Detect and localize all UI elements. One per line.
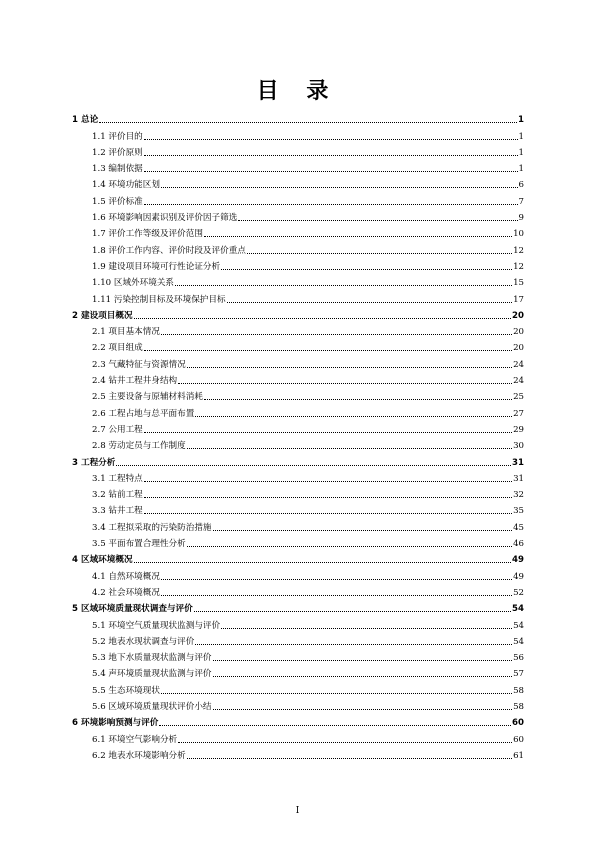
toc-entry-title: 6.1 环境空气影响分析 bbox=[92, 734, 178, 745]
dot-leader bbox=[238, 220, 517, 221]
toc-section-entry[interactable] bbox=[72, 565, 524, 581]
toc-entry-title: 1.2 评价原则 bbox=[92, 147, 143, 158]
dot-leader bbox=[134, 318, 511, 319]
toc-section-entry[interactable] bbox=[72, 174, 524, 190]
toc-section-entry[interactable] bbox=[72, 582, 524, 598]
toc-entry-page: 30 bbox=[513, 441, 524, 452]
toc-entry-title: 1.10 区域外环境关系 bbox=[92, 278, 175, 289]
dot-leader bbox=[144, 432, 512, 433]
toc-entry-page: 54 bbox=[513, 620, 524, 631]
toc-entry-page: 7 bbox=[518, 196, 524, 207]
toc-entry-title: 4.1 自然环境概况 bbox=[92, 571, 160, 582]
toc-entry-title: 2.7 公用工程 bbox=[92, 424, 143, 435]
dot-leader bbox=[204, 399, 512, 400]
toc-entry-page: 49 bbox=[512, 555, 524, 566]
toc-entry-page: 1 bbox=[518, 115, 524, 126]
dot-leader bbox=[213, 530, 513, 531]
table-of-contents bbox=[72, 109, 524, 761]
dot-leader bbox=[213, 709, 513, 710]
toc-section-entry[interactable] bbox=[72, 614, 524, 630]
toc-section-entry[interactable] bbox=[72, 468, 524, 484]
toc-entry-page: 52 bbox=[513, 587, 524, 598]
toc-entry-title: 1.7 评价工作等级及评价范围 bbox=[92, 229, 203, 240]
toc-entry-page: 27 bbox=[513, 408, 524, 419]
toc-section-entry[interactable] bbox=[72, 647, 524, 663]
toc-entry-title: 6.2 地表水环境影响分析 bbox=[92, 750, 186, 761]
toc-section-entry[interactable] bbox=[72, 370, 524, 386]
toc-entry-page: 31 bbox=[513, 473, 524, 484]
toc-entry-title: 1.3 编制依据 bbox=[92, 164, 143, 175]
toc-entry-page: 57 bbox=[513, 669, 524, 680]
dot-leader bbox=[247, 253, 512, 254]
page-number: I bbox=[295, 806, 300, 816]
toc-entry-title: 4 区域环境概况 bbox=[72, 555, 133, 566]
toc-entry-title: 3.3 钻井工程 bbox=[92, 506, 143, 517]
toc-section-entry[interactable] bbox=[72, 435, 524, 451]
toc-entry-title: 2.8 劳动定员与工作制度 bbox=[92, 441, 186, 452]
toc-entry-title: 4.2 社会环境概况 bbox=[92, 587, 160, 598]
toc-section-entry[interactable] bbox=[72, 256, 524, 272]
toc-chapter-entry[interactable] bbox=[72, 712, 524, 728]
toc-section-entry[interactable] bbox=[72, 533, 524, 549]
toc-chapter-entry[interactable] bbox=[72, 549, 524, 565]
dot-leader bbox=[134, 562, 511, 563]
toc-section-entry[interactable] bbox=[72, 679, 524, 695]
toc-entry-page: 1 bbox=[518, 147, 524, 158]
dot-leader bbox=[144, 481, 512, 482]
toc-entry-page: 10 bbox=[513, 229, 524, 240]
toc-entry-title: 2.6 工程占地与总平面布置 bbox=[92, 408, 195, 419]
dot-leader bbox=[161, 595, 512, 596]
dot-leader bbox=[213, 676, 513, 677]
toc-entry-title: 1.11 污染控制目标及环境保护目标 bbox=[92, 294, 226, 305]
toc-entry-title: 6 环境影响预测与评价 bbox=[72, 718, 159, 729]
toc-entry-page: 60 bbox=[513, 734, 524, 745]
dot-leader bbox=[194, 611, 511, 612]
toc-entry-title: 2.2 项目组成 bbox=[92, 343, 143, 354]
toc-entry-title: 5.5 生态环境现状 bbox=[92, 685, 160, 696]
toc-section-entry[interactable] bbox=[72, 631, 524, 647]
toc-entry-page: 45 bbox=[513, 522, 524, 533]
toc-section-entry[interactable] bbox=[72, 484, 524, 500]
toc-entry-page: 20 bbox=[513, 343, 524, 354]
toc-section-entry[interactable] bbox=[72, 728, 524, 744]
dot-leader bbox=[175, 285, 512, 286]
dot-leader bbox=[221, 628, 512, 629]
toc-section-entry[interactable] bbox=[72, 142, 524, 158]
dot-leader bbox=[187, 367, 512, 368]
dot-leader bbox=[144, 497, 512, 498]
toc-entry-title: 2.1 项目基本情况 bbox=[92, 327, 160, 338]
toc-entry-title: 3.2 钻前工程 bbox=[92, 490, 143, 501]
toc-entry-title: 5.1 环境空气质量现状监测与评价 bbox=[92, 620, 221, 631]
toc-section-entry[interactable] bbox=[72, 158, 524, 174]
toc-section-entry[interactable] bbox=[72, 745, 524, 761]
toc-section-entry[interactable] bbox=[72, 321, 524, 337]
toc-entry-title: 1.6 环境影响因素识别及评价因子筛选 bbox=[92, 213, 238, 224]
dot-leader bbox=[178, 742, 512, 743]
toc-section-entry[interactable] bbox=[72, 288, 524, 304]
toc-entry-page: 58 bbox=[513, 685, 524, 696]
toc-section-entry[interactable] bbox=[72, 223, 524, 239]
toc-section-entry[interactable] bbox=[72, 419, 524, 435]
toc-entry-page: 24 bbox=[513, 376, 524, 387]
toc-entry-title: 1.9 建设项目环境可行性论证分析 bbox=[92, 261, 221, 272]
toc-entry-title: 1.1 评价目的 bbox=[92, 131, 143, 142]
toc-section-entry[interactable] bbox=[72, 190, 524, 206]
toc-entry-page: 15 bbox=[513, 278, 524, 289]
toc-section-entry[interactable] bbox=[72, 353, 524, 369]
toc-entry-page: 12 bbox=[513, 245, 524, 256]
toc-entry-title: 2 建设项目概况 bbox=[72, 310, 133, 321]
toc-section-entry[interactable] bbox=[72, 272, 524, 288]
toc-section-entry[interactable] bbox=[72, 386, 524, 402]
toc-entry-page: 17 bbox=[513, 294, 524, 305]
toc-section-entry[interactable] bbox=[72, 239, 524, 255]
toc-entry-page: 61 bbox=[513, 750, 524, 761]
toc-entry-page: 12 bbox=[513, 261, 524, 272]
toc-entry-page: 31 bbox=[512, 457, 524, 468]
dot-leader bbox=[187, 758, 512, 759]
toc-section-entry[interactable] bbox=[72, 337, 524, 353]
dot-leader bbox=[161, 334, 512, 335]
toc-entry-page: 32 bbox=[513, 490, 524, 501]
dot-leader bbox=[144, 139, 518, 140]
toc-entry-page: 49 bbox=[513, 571, 524, 582]
dot-leader bbox=[221, 269, 512, 270]
dot-leader bbox=[144, 513, 512, 514]
toc-entry-page: 58 bbox=[513, 701, 524, 712]
toc-entry-title: 2.5 主要设备与原辅材料消耗 bbox=[92, 392, 203, 403]
dot-leader bbox=[144, 171, 518, 172]
toc-entry-page: 35 bbox=[513, 506, 524, 517]
dot-leader bbox=[99, 122, 517, 123]
toc-entry-page: 6 bbox=[518, 180, 524, 191]
toc-entry-title: 5.2 地表水现状调查与评价 bbox=[92, 636, 195, 647]
dot-leader bbox=[178, 383, 512, 384]
toc-section-entry[interactable] bbox=[72, 516, 524, 532]
toc-entry-page: 1 bbox=[518, 164, 524, 175]
toc-entry-page: 20 bbox=[513, 327, 524, 338]
toc-entry-page: 46 bbox=[513, 539, 524, 550]
toc-section-entry[interactable] bbox=[72, 696, 524, 712]
dot-leader bbox=[116, 465, 511, 466]
toc-entry-page: 24 bbox=[513, 359, 524, 370]
toc-entry-page: 1 bbox=[518, 131, 524, 142]
toc-entry-title: 5.4 声环境质量现状监测与评价 bbox=[92, 669, 212, 680]
toc-entry-title: 1.5 评价标准 bbox=[92, 196, 143, 207]
toc-section-entry[interactable] bbox=[72, 663, 524, 679]
page-title: 目 录 bbox=[256, 79, 339, 104]
toc-entry-title: 2.4 钻井工程井身结构 bbox=[92, 376, 178, 387]
toc-entry-title: 1 总论 bbox=[72, 115, 99, 126]
toc-entry-title: 3.4 工程拟采取的污染防治措施 bbox=[92, 522, 212, 533]
toc-entry-page: 25 bbox=[513, 392, 524, 403]
dot-leader bbox=[144, 350, 512, 351]
toc-chapter-entry[interactable] bbox=[72, 305, 524, 321]
dot-leader bbox=[144, 204, 518, 205]
toc-entry-title: 5.6 区域环境质量现状评价小结 bbox=[92, 701, 212, 712]
toc-chapter-entry[interactable] bbox=[72, 451, 524, 467]
dot-leader bbox=[204, 236, 512, 237]
toc-entry-title: 5 区域环境质量现状调查与评价 bbox=[72, 604, 193, 615]
toc-entry-page: 20 bbox=[512, 310, 524, 321]
dot-leader bbox=[213, 660, 513, 661]
toc-entry-title: 1.4 环境功能区划 bbox=[92, 180, 160, 191]
toc-entry-title: 2.3 气藏特征与资源情况 bbox=[92, 359, 186, 370]
dot-leader bbox=[195, 644, 512, 645]
toc-entry-page: 60 bbox=[512, 718, 524, 729]
toc-section-entry[interactable] bbox=[72, 125, 524, 141]
toc-entry-title: 3.1 工程特点 bbox=[92, 473, 143, 484]
toc-entry-title: 1.8 评价工作内容、评价时段及评价重点 bbox=[92, 245, 246, 256]
dot-leader bbox=[161, 693, 512, 694]
toc-entry-page: 9 bbox=[518, 213, 524, 224]
toc-entry-page: 54 bbox=[513, 636, 524, 647]
toc-section-entry[interactable] bbox=[72, 402, 524, 418]
dot-leader bbox=[227, 302, 512, 303]
toc-entry-title: 3.5 平面布置合理性分析 bbox=[92, 539, 186, 550]
toc-entry-page: 54 bbox=[512, 604, 524, 615]
dot-leader bbox=[195, 416, 512, 417]
toc-entry-title: 5.3 地下水质量现状监测与评价 bbox=[92, 653, 212, 664]
toc-entry-page: 29 bbox=[513, 424, 524, 435]
dot-leader bbox=[187, 546, 512, 547]
toc-section-entry[interactable] bbox=[72, 500, 524, 516]
dot-leader bbox=[159, 725, 511, 726]
toc-entry-page: 56 bbox=[513, 653, 524, 664]
toc-chapter-entry[interactable] bbox=[72, 109, 524, 125]
toc-entry-title: 3 工程分析 bbox=[72, 457, 116, 468]
dot-leader bbox=[161, 579, 512, 580]
toc-section-entry[interactable] bbox=[72, 207, 524, 223]
dot-leader bbox=[144, 155, 518, 156]
dot-leader bbox=[187, 448, 512, 449]
dot-leader bbox=[161, 187, 518, 188]
toc-chapter-entry[interactable] bbox=[72, 598, 524, 614]
